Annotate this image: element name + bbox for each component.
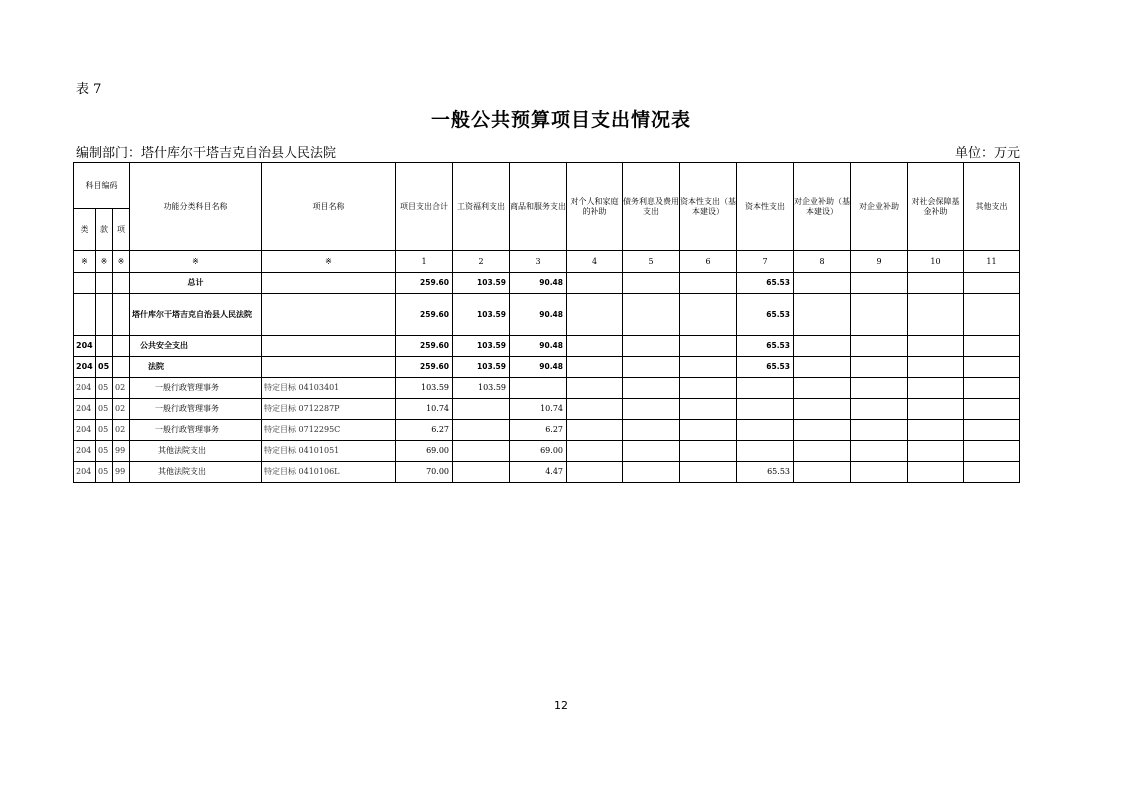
amount-cell	[964, 441, 1020, 462]
table-row	[74, 294, 1020, 336]
amount-cell	[908, 294, 964, 336]
lei-header: 类	[74, 209, 96, 251]
col-header-11: 其他支出	[964, 163, 1020, 251]
xiang-header: 项	[113, 209, 130, 251]
index-cell: ※	[74, 251, 96, 273]
index-cell: 6	[680, 251, 737, 273]
xiang-cell	[113, 336, 130, 357]
lei-cell: 204	[74, 441, 96, 462]
col-header-9: 对企业补助	[851, 163, 908, 251]
amount-cell: 6.27	[510, 420, 567, 441]
func-name-cell: 一般行政管理事务	[130, 399, 262, 420]
amount-cell	[794, 357, 851, 378]
col-header-1: 项目支出合计	[396, 163, 453, 251]
amount-cell	[908, 357, 964, 378]
kuan-cell	[96, 336, 113, 357]
amount-cell	[908, 273, 964, 294]
amount-cell	[680, 273, 737, 294]
amount-cell: 10.74	[396, 399, 453, 420]
amount-cell: 103.59	[453, 336, 510, 357]
amount-cell: 90.48	[510, 294, 567, 336]
amount-cell: 103.59	[453, 357, 510, 378]
amount-cell: 103.59	[453, 273, 510, 294]
amount-cell: 103.59	[396, 378, 453, 399]
project-name-cell: 特定目标 04101051	[262, 441, 396, 462]
amount-cell	[794, 378, 851, 399]
amount-cell	[680, 399, 737, 420]
amount-cell	[623, 378, 680, 399]
kuan-cell	[96, 294, 113, 336]
xiang-cell	[113, 357, 130, 378]
amount-cell	[680, 357, 737, 378]
amount-cell: 70.00	[396, 462, 453, 483]
kuan-cell: 05	[96, 399, 113, 420]
table-row	[74, 462, 1020, 483]
func-name-header: 功能分类科目名称	[130, 163, 262, 251]
amount-cell: 65.53	[737, 294, 794, 336]
amount-cell	[453, 462, 510, 483]
index-cell: 5	[623, 251, 680, 273]
amount-cell: 259.60	[396, 336, 453, 357]
kuan-cell: 05	[96, 441, 113, 462]
amount-cell	[794, 420, 851, 441]
xiang-cell	[113, 294, 130, 336]
index-cell: 1	[396, 251, 453, 273]
amount-cell	[851, 357, 908, 378]
col-header-5: 债务利息及费用支出	[623, 163, 680, 251]
project-name-cell	[262, 336, 396, 357]
project-name-cell	[262, 273, 396, 294]
amount-cell: 103.59	[453, 294, 510, 336]
amount-cell	[737, 378, 794, 399]
index-cell: ※	[130, 251, 262, 273]
project-name-cell	[262, 294, 396, 336]
amount-cell	[623, 420, 680, 441]
amount-cell	[567, 420, 623, 441]
xiang-cell: 02	[113, 378, 130, 399]
amount-cell	[567, 441, 623, 462]
lei-cell	[74, 273, 96, 294]
amount-cell	[567, 294, 623, 336]
amount-cell	[794, 441, 851, 462]
col-header-7: 资本性支出	[737, 163, 794, 251]
amount-cell	[567, 357, 623, 378]
amount-cell	[453, 420, 510, 441]
col-header-4: 对个人和家庭的补助	[567, 163, 623, 251]
amount-cell: 90.48	[510, 273, 567, 294]
amount-cell	[623, 399, 680, 420]
amount-cell	[964, 294, 1020, 336]
func-name-cell: 一般行政管理事务	[130, 420, 262, 441]
amount-cell: 10.74	[510, 399, 567, 420]
index-cell: 2	[453, 251, 510, 273]
amount-cell	[908, 336, 964, 357]
func-name-cell: 法院	[130, 357, 262, 378]
amount-cell	[908, 399, 964, 420]
lei-cell: 204	[74, 420, 96, 441]
index-cell: 8	[794, 251, 851, 273]
amount-cell	[964, 336, 1020, 357]
amount-cell	[680, 336, 737, 357]
table-row	[74, 273, 1020, 294]
amount-cell: 4.47	[510, 462, 567, 483]
project-name-cell	[262, 357, 396, 378]
kuan-cell	[96, 273, 113, 294]
amount-cell: 259.60	[396, 357, 453, 378]
lei-cell: 204	[74, 378, 96, 399]
amount-cell	[737, 420, 794, 441]
page-title: 一般公共预算项目支出情况表	[430, 109, 691, 131]
lei-cell: 204	[74, 399, 96, 420]
amount-cell	[851, 294, 908, 336]
col-header-3: 商品和服务支出	[510, 163, 567, 251]
index-cell: 11	[964, 251, 1020, 273]
table-row	[74, 441, 1020, 462]
amount-cell	[794, 273, 851, 294]
kuan-cell: 05	[96, 462, 113, 483]
index-cell: 4	[567, 251, 623, 273]
amount-cell: 65.53	[737, 357, 794, 378]
amount-cell	[851, 378, 908, 399]
amount-cell	[794, 399, 851, 420]
amount-cell	[680, 462, 737, 483]
amount-cell	[623, 294, 680, 336]
budget-table	[73, 162, 1020, 483]
amount-cell	[567, 273, 623, 294]
amount-cell	[737, 441, 794, 462]
amount-cell	[908, 420, 964, 441]
table-row	[74, 399, 1020, 420]
kuan-cell: 05	[96, 357, 113, 378]
index-cell: 3	[510, 251, 567, 273]
amount-cell	[680, 378, 737, 399]
func-name-cell: 公共安全支出	[130, 336, 262, 357]
amount-cell	[908, 441, 964, 462]
amount-cell	[964, 399, 1020, 420]
index-cell: 7	[737, 251, 794, 273]
kuan-header: 款	[96, 209, 113, 251]
table-row	[74, 420, 1020, 441]
amount-cell	[964, 378, 1020, 399]
amount-cell	[737, 399, 794, 420]
xiang-cell: 02	[113, 399, 130, 420]
amount-cell	[567, 399, 623, 420]
xiang-cell: 99	[113, 441, 130, 462]
amount-cell	[851, 336, 908, 357]
index-cell: ※	[262, 251, 396, 273]
func-name-cell: 总计	[130, 273, 262, 294]
xiang-cell: 02	[113, 420, 130, 441]
index-cell: ※	[113, 251, 130, 273]
amount-cell: 69.00	[510, 441, 567, 462]
kuan-cell: 05	[96, 420, 113, 441]
amount-cell	[453, 399, 510, 420]
index-row	[74, 251, 1020, 273]
amount-cell	[567, 462, 623, 483]
table-row	[74, 357, 1020, 378]
amount-cell	[851, 273, 908, 294]
col-header-8: 对企业补助（基本建设）	[794, 163, 851, 251]
amount-cell: 65.53	[737, 462, 794, 483]
func-name-cell: 其他法院支出	[130, 441, 262, 462]
project-name-cell: 特定目标 04103401	[262, 378, 396, 399]
subject-code-header: 科目编码	[74, 163, 130, 209]
amount-cell: 90.48	[510, 357, 567, 378]
amount-cell	[623, 273, 680, 294]
index-cell: ※	[96, 251, 113, 273]
index-cell: 9	[851, 251, 908, 273]
amount-cell	[567, 336, 623, 357]
index-cell: 10	[908, 251, 964, 273]
amount-cell	[851, 441, 908, 462]
amount-cell: 259.60	[396, 294, 453, 336]
amount-cell: 103.59	[453, 378, 510, 399]
amount-cell	[908, 378, 964, 399]
amount-cell	[794, 294, 851, 336]
table-row	[74, 378, 1020, 399]
xiang-cell	[113, 273, 130, 294]
amount-cell: 69.00	[396, 441, 453, 462]
col-header-10: 对社会保障基金补助	[908, 163, 964, 251]
amount-cell: 65.53	[737, 336, 794, 357]
amount-cell	[794, 336, 851, 357]
col-header-2: 工资福利支出	[453, 163, 510, 251]
amount-cell	[851, 399, 908, 420]
amount-cell	[851, 462, 908, 483]
department-label: 编制部门：塔什库尔干塔吉克自治县人民法院	[76, 146, 337, 161]
amount-cell	[453, 441, 510, 462]
amount-cell	[964, 357, 1020, 378]
amount-cell	[623, 441, 680, 462]
project-name-cell: 特定目标 0712287P	[262, 399, 396, 420]
amount-cell	[964, 420, 1020, 441]
kuan-cell: 05	[96, 378, 113, 399]
amount-cell	[680, 294, 737, 336]
lei-cell: 204	[74, 462, 96, 483]
func-name-cell: 一般行政管理事务	[130, 378, 262, 399]
amount-cell: 259.60	[396, 273, 453, 294]
amount-cell	[510, 378, 567, 399]
amount-cell	[794, 462, 851, 483]
amount-cell	[680, 441, 737, 462]
lei-cell: 204	[74, 336, 96, 357]
unit-label: 单位：万元	[955, 146, 1021, 161]
amount-cell	[623, 357, 680, 378]
amount-cell	[964, 273, 1020, 294]
amount-cell	[623, 462, 680, 483]
table-row	[74, 336, 1020, 357]
amount-cell	[680, 420, 737, 441]
amount-cell	[908, 462, 964, 483]
page-number: 12	[554, 699, 568, 712]
lei-cell: 204	[74, 357, 96, 378]
amount-cell: 65.53	[737, 273, 794, 294]
amount-cell	[964, 462, 1020, 483]
amount-cell	[851, 420, 908, 441]
table-number: 表 7	[76, 82, 102, 97]
project-name-cell: 特定目标 0410106L	[262, 462, 396, 483]
project-name-cell: 特定目标 0712295C	[262, 420, 396, 441]
proj-name-header: 项目名称	[262, 163, 396, 251]
func-name-cell: 塔什库尔干塔吉克自治县人民法院	[130, 294, 262, 336]
amount-cell	[567, 378, 623, 399]
amount-cell: 6.27	[396, 420, 453, 441]
col-header-6: 资本性支出（基本建设）	[680, 163, 737, 251]
amount-cell: 90.48	[510, 336, 567, 357]
func-name-cell: 其他法院支出	[130, 462, 262, 483]
amount-cell	[623, 336, 680, 357]
lei-cell	[74, 294, 96, 336]
xiang-cell: 99	[113, 462, 130, 483]
